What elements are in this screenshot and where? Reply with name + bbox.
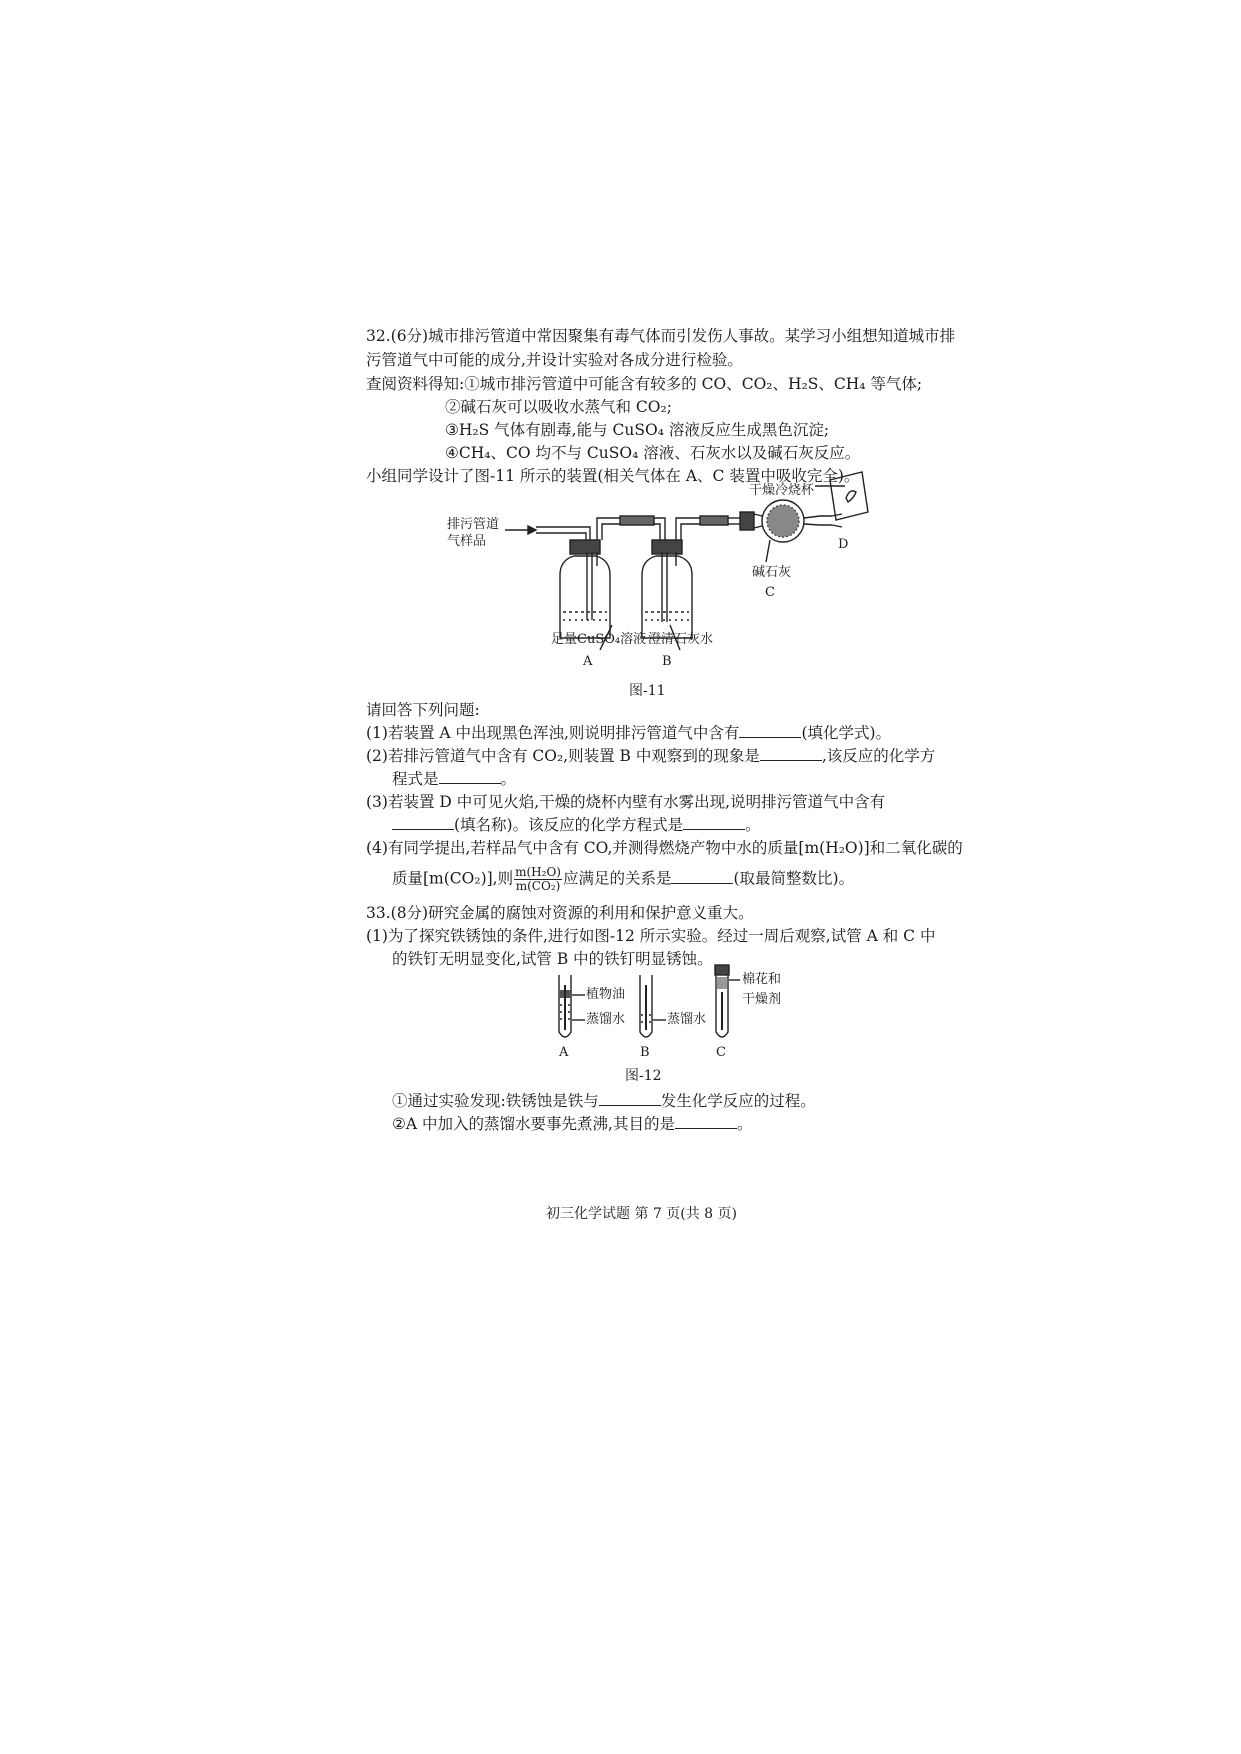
- label-water-a: 蒸馏水: [586, 1012, 626, 1027]
- cotton-desiccant: [717, 977, 727, 989]
- q33-sub-1: ①通过实验发现:铁锈蚀是铁与 发生化学反应的过程。: [392, 1092, 816, 1110]
- label-c: C: [765, 585, 775, 600]
- q32-part-2: (2)若排污管道气中含有 CO₂,则装置 B 中观察到的现象是 ,该反应的化学方: [366, 747, 936, 765]
- label-dry-beaker: 干燥冷烧杯: [749, 483, 815, 498]
- q33-part-1: (1)为了探究铁锈蚀的条件,进行如图-12 所示实验。经过一周后观察,试管 A 和 C 中: [366, 927, 936, 945]
- q32-part-4-cont: 质量[m(CO₂)],则 $\frac{\text{m(H₂O)}}{\text{m(CO₂)}}$ 应满足的关系是 (取最简整数比)。: [392, 865, 855, 893]
- label-oil: 植物油: [586, 987, 626, 1002]
- q32-info-2: ②碱石灰可以吸收水蒸气和 CO₂;: [445, 398, 672, 416]
- q33-sub-2: ②A 中加入的蒸馏水要事先煮沸,其目的是 。: [392, 1115, 753, 1133]
- label-inlet-1: 排污管道: [447, 517, 500, 532]
- label-b-solution: 澄清石灰水: [648, 632, 714, 647]
- label-b: B: [662, 654, 672, 669]
- figure-11-caption: 图-11: [629, 683, 666, 699]
- q32-info-1: 查阅资料得知:①城市排污管道中可能含有较多的 CO、CO₂、H₂S、CH₄ 等气体;: [366, 375, 923, 393]
- answer-blank-33-1[interactable]: [599, 1091, 661, 1106]
- q32-part-4: (4)有同学提出,若样品气中含有 CO,并测得燃烧产物中水的质量[m(H₂O)]和二氧化碳的: [366, 839, 963, 857]
- mass-ratio-fraction: $\frac{\text{m(H₂O)}}{\text{m(CO₂)}}$: [515, 865, 561, 893]
- page-footer: 初三化学试题 第 7 页(共 8 页): [546, 1206, 737, 1222]
- figure-12-caption: 图-12: [625, 1068, 662, 1084]
- label-inlet-2: 气样品: [447, 534, 487, 549]
- q32-design: 小组同学设计了图-11 所示的装置(相关气体在 A、C 装置中吸收完全)。: [366, 467, 860, 485]
- label-water-b: 蒸馏水: [667, 1012, 707, 1027]
- answer-blank-33-2[interactable]: [675, 1114, 737, 1129]
- label-a: A: [583, 654, 593, 669]
- label-d: D: [838, 537, 849, 552]
- q32-prompt: 请回答下列问题:: [366, 701, 480, 719]
- q32-part-2-cont: 程式是 。: [392, 770, 517, 788]
- label-tube-b: B: [640, 1045, 650, 1060]
- label-tube-a: A: [559, 1045, 569, 1060]
- label-cotton-2: 干燥剂: [742, 992, 782, 1007]
- label-soda-lime: 碱石灰: [752, 565, 792, 580]
- q32-heading-cont: 污管道气中可能的成分,并设计实验对各成分进行检验。: [366, 351, 743, 369]
- label-tube-c: C: [716, 1045, 726, 1060]
- q32-info-4: ④CH₄、CO 均不与 CuSO₄ 溶液、石灰水以及碱石灰反应。: [445, 444, 861, 462]
- q32-part-1: (1)若装置 A 中出现黑色浑浊,则说明排污管道气中含有 (填化学式)。: [366, 724, 892, 742]
- q33-part-1-cont: 的铁钉无明显变化,试管 B 中的铁钉明显锈蚀。: [392, 950, 713, 968]
- q32-part-3-cont: (填名称)。该反应的化学方程式是 。: [392, 815, 761, 835]
- q32-info-3: ③H₂S 气体有剧毒,能与 CuSO₄ 溶液反应生成黑色沉淀;: [445, 421, 830, 439]
- stopper-c-tube: [715, 965, 729, 975]
- label-cotton-1: 棉花和: [742, 972, 782, 987]
- q33-heading: 33.(8分)研究金属的腐蚀对资源的利用和保护意义重大。: [366, 904, 754, 922]
- q32-heading: 32.(6分)城市排污管道中常因聚集有毒气体而引发伤人事故。某学习小组想知道城市排: [366, 327, 956, 345]
- q32-part-3: (3)若装置 D 中可见火焰,干燥的烧杯内壁有水雾出现,说明排污管道气中含有: [366, 793, 886, 811]
- label-a-solution: 足量CuSO₄溶液: [551, 632, 647, 647]
